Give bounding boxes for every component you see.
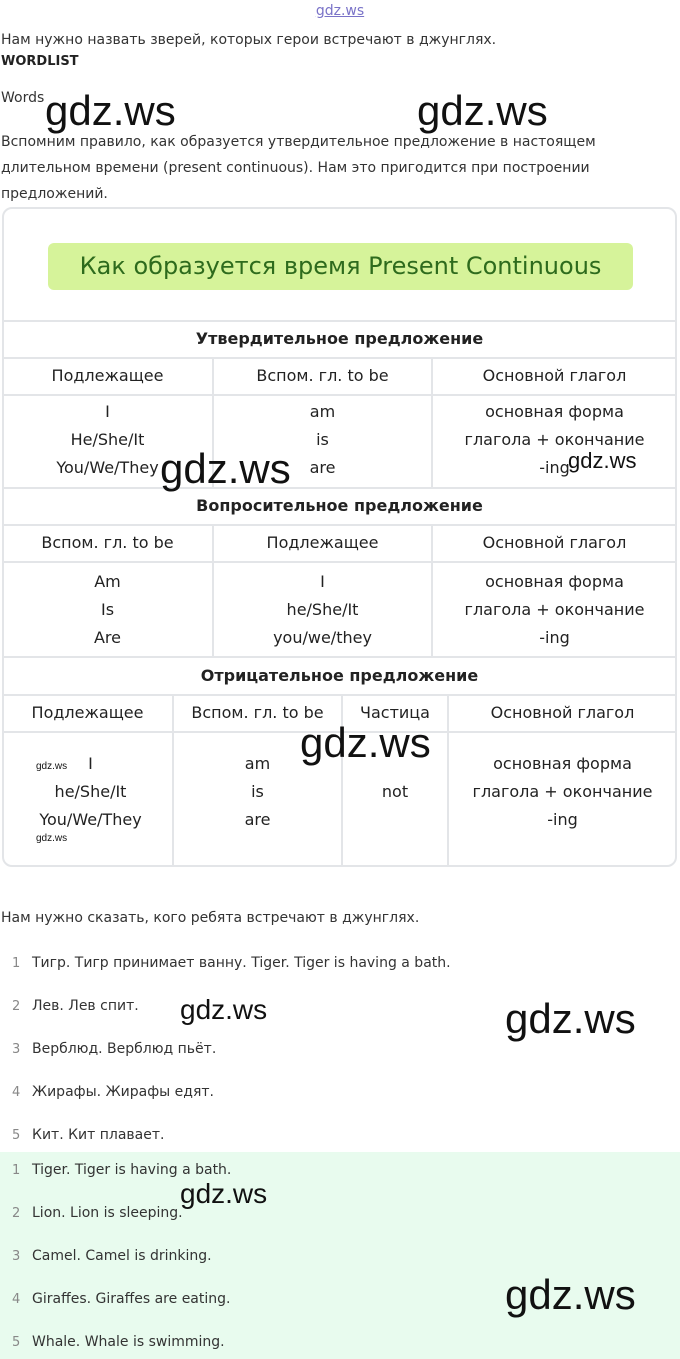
aff-subjects: I He/She/It You/We/They bbox=[56, 402, 159, 477]
question-heading: Вопросительное предложение bbox=[196, 496, 483, 515]
task-item-number: 2 bbox=[12, 999, 21, 1014]
task-item: Верблюд. Верблюд пьёт. bbox=[32, 1041, 217, 1057]
watermark: gdz.ws bbox=[568, 448, 637, 473]
watermark: gdz.ws bbox=[180, 1178, 268, 1209]
table-title-banner: Как образуется время Present Continuous bbox=[48, 243, 633, 290]
q-header-verb: Основной глагол bbox=[482, 533, 627, 552]
watermark: gdz.ws bbox=[505, 995, 636, 1042]
answer-item: Lion. Lion is sleeping. bbox=[32, 1205, 183, 1221]
neg-subjects: I he/She/It You/We/They bbox=[39, 754, 142, 829]
neg-header-particle: Частица bbox=[360, 703, 430, 722]
task-item-number: 3 bbox=[12, 1042, 21, 1057]
aff-verb: основная форма глагола + окончание -ing bbox=[464, 402, 645, 477]
neg-verb: основная форма глагола + окончание -ing bbox=[472, 754, 653, 829]
task-item: Лев. Лев спит. bbox=[32, 998, 139, 1014]
watermark: gdz.ws bbox=[45, 87, 176, 134]
watermark: gdz.ws bbox=[417, 87, 548, 134]
site-link[interactable]: gdz.ws bbox=[315, 3, 365, 19]
watermark: gdz.ws bbox=[180, 994, 268, 1025]
neg-header-verb: Основной глагол bbox=[490, 703, 635, 722]
watermark: gdz.ws bbox=[505, 1271, 636, 1318]
task-item: Тигр. Тигр принимает ванну. Tiger. Tiger is having a bath. bbox=[32, 955, 451, 971]
answer-item: Whale. Whale is swimming. bbox=[32, 1334, 225, 1350]
neg-header-aux: Вспом. гл. to be bbox=[191, 703, 324, 722]
answer-item: Camel. Camel is drinking. bbox=[32, 1248, 212, 1264]
task-item-number: 4 bbox=[12, 1085, 21, 1100]
answer-item: Giraffes. Giraffes are eating. bbox=[32, 1291, 231, 1307]
rule-line-1: Вспомним правило, как образуется утвердительное предложение в настоящем bbox=[1, 134, 596, 150]
negative-heading: Отрицательное предложение bbox=[200, 666, 479, 685]
aff-aux: am is are bbox=[309, 402, 336, 477]
answer-item-number: 3 bbox=[12, 1249, 21, 1264]
intro-line: Нам нужно назвать зверей, которых герои встречают в джунглях. bbox=[1, 32, 497, 48]
affirmative-heading: Утвердительное предложение bbox=[195, 329, 484, 348]
neg-particle: not bbox=[381, 782, 409, 801]
watermark: gdz.ws bbox=[36, 761, 68, 772]
task-item-number: 1 bbox=[12, 956, 21, 971]
answer-item-number: 2 bbox=[12, 1206, 21, 1221]
watermark: gdz.ws bbox=[36, 833, 68, 844]
watermark: gdz.ws bbox=[160, 445, 291, 492]
neg-aux: am is are bbox=[244, 754, 271, 829]
words-label: Words bbox=[1, 90, 45, 106]
task-item: Жирафы. Жирафы едят. bbox=[32, 1084, 215, 1100]
task-line: Нам нужно сказать, кого ребята встречают в джунглях. bbox=[1, 910, 420, 926]
neg-header-subject: Подлежащее bbox=[31, 703, 144, 722]
aff-header-subject: Подлежащее bbox=[51, 366, 164, 385]
answer-item: Tiger. Tiger is having a bath. bbox=[32, 1162, 232, 1178]
q-verb: основная форма глагола + окончание -ing bbox=[464, 572, 645, 647]
aff-header-aux: Вспом. гл. to be bbox=[256, 366, 389, 385]
rule-line-3: предложений. bbox=[1, 186, 108, 202]
task-item-number: 5 bbox=[12, 1128, 21, 1143]
answer-item-number: 4 bbox=[12, 1292, 21, 1307]
q-header-subject: Подлежащее bbox=[266, 533, 379, 552]
task-item: Кит. Кит плавает. bbox=[32, 1127, 165, 1143]
watermark: gdz.ws bbox=[300, 719, 431, 766]
q-header-aux: Вспом. гл. to be bbox=[41, 533, 174, 552]
q-aux: Am Is Are bbox=[93, 572, 121, 647]
rule-line-2: длительном времени (present continuous). Нам это пригодится при построении bbox=[1, 160, 590, 176]
q-subjects: I he/She/It you/we/they bbox=[273, 572, 372, 647]
aff-header-verb: Основной глагол bbox=[482, 366, 627, 385]
answer-item-number: 5 bbox=[12, 1335, 21, 1350]
answer-item-number: 1 bbox=[12, 1163, 21, 1178]
wordlist-heading: WORDLIST bbox=[1, 54, 79, 69]
